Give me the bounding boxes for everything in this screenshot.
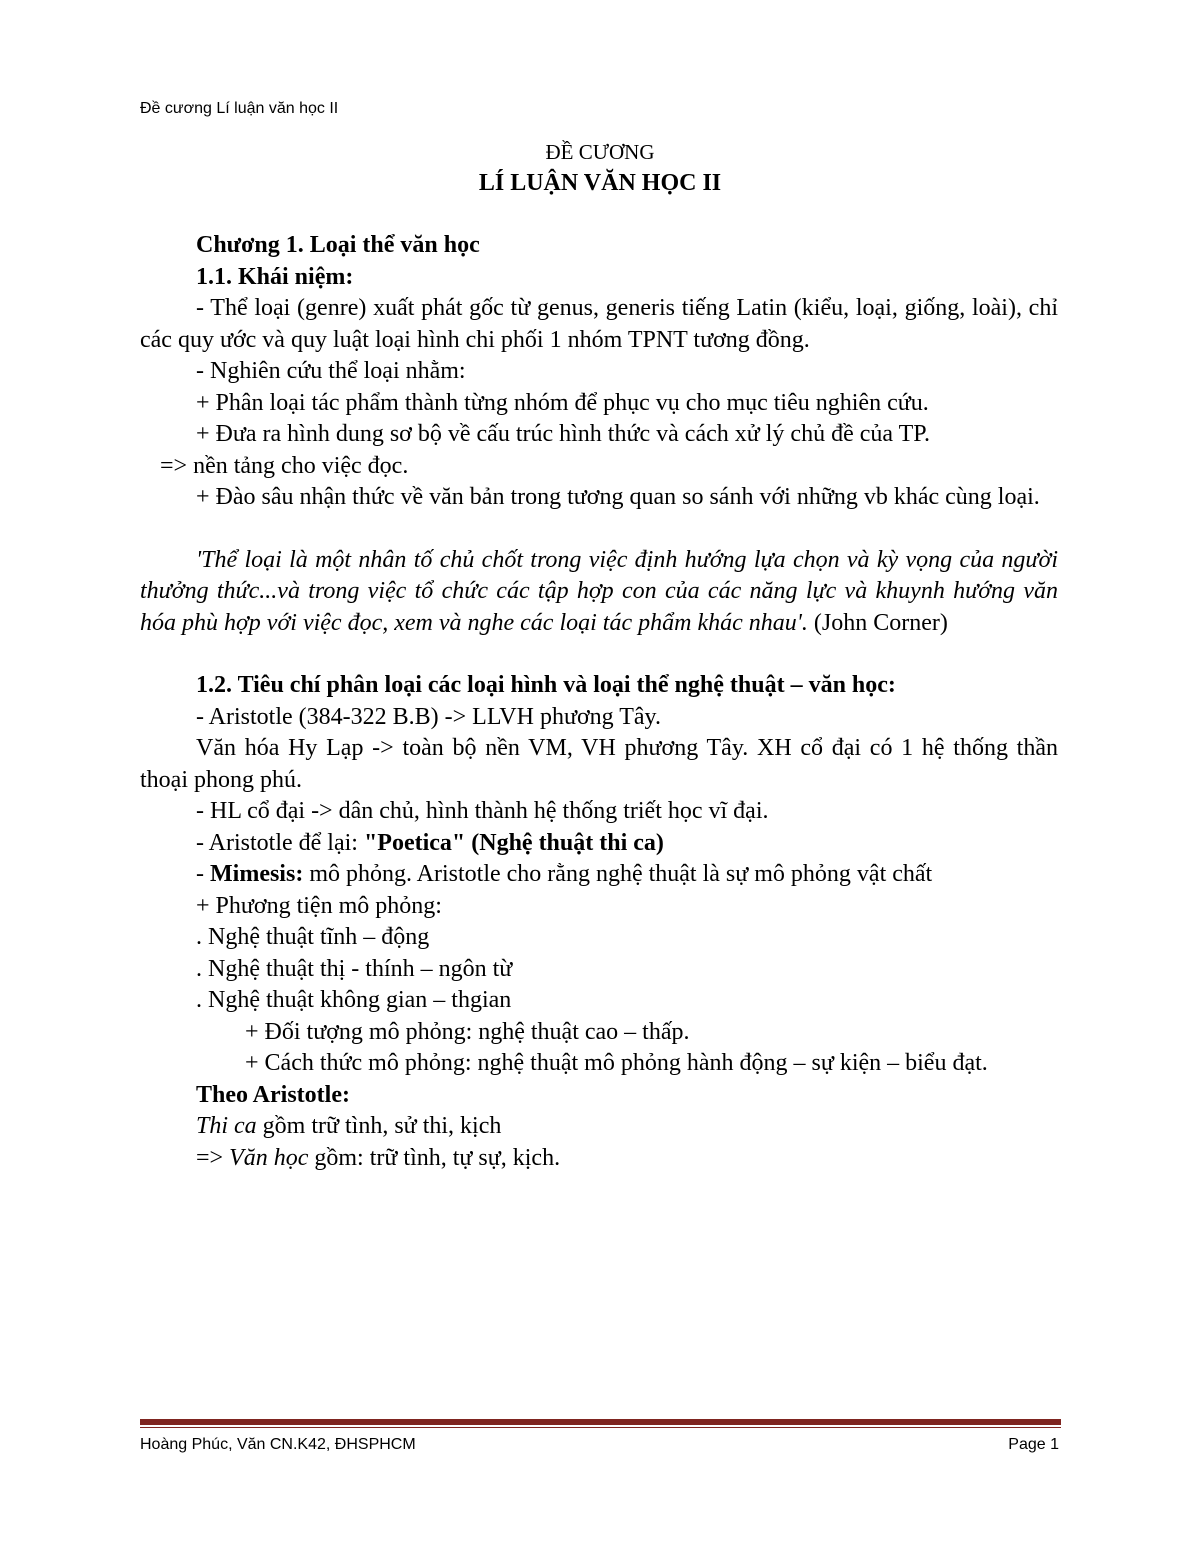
- document-body: [140, 230, 1058, 1174]
- paragraph: - Aristotle (384-322 B.B) -> LLVH phương Tây.: [196, 703, 661, 730]
- quote-author: (John Corner): [807, 609, 948, 636]
- paragraph: - Thể loại (genre) xuất phát gốc từ genus, generis tiếng Latin (kiểu, loại, giống, loài), chỉ các quy ước và quy luật loại hình chi phối 1 nhóm TPNT tương đồng.: [140, 295, 1058, 353]
- paragraph: [140, 1111, 1058, 1143]
- text-span: -: [196, 861, 210, 887]
- paragraph: + Đối tượng mô phỏng: nghệ thuật cao – thấp.: [245, 1018, 690, 1045]
- text-span: gồm: trữ tình, tự sự, kịch.: [308, 1144, 561, 1171]
- italic-span: Văn học: [229, 1144, 309, 1171]
- page-number: Page 1: [1008, 1436, 1059, 1453]
- paragraph: . Nghệ thuật không gian – thgian: [196, 987, 512, 1013]
- paragraph: [140, 828, 1058, 860]
- paragraph: - Nghiên cứu thể loại nhằm:: [196, 358, 466, 384]
- chapter-heading: Chương 1. Loại thể văn học: [196, 232, 480, 258]
- running-header: Đề cương Lí luận văn học II: [140, 100, 339, 117]
- text-span: =>: [196, 1144, 230, 1171]
- bold-span: "Poetica" (Nghệ thuật thi ca): [363, 829, 664, 856]
- paragraph: + Phân loại tác phẩm thành từng nhóm để phục vụ cho mục tiêu nghiên cứu.: [196, 389, 929, 416]
- paragraph: + Đưa ra hình dung sơ bộ về cấu trúc hình thức và cách xử lý chủ đề của TP.: [196, 421, 930, 447]
- paragraph: + Đào sâu nhận thức về văn bản trong tương quan so sánh với những vb khác cùng loại.: [196, 484, 1040, 510]
- section-heading-1-1: 1.1. Khái niệm:: [196, 263, 354, 290]
- paragraph: + Phương tiện mô phỏng:: [196, 892, 442, 919]
- paragraph: . Nghệ thuật tĩnh – động: [196, 924, 430, 950]
- footer-rule-thin: [140, 1427, 1061, 1428]
- paragraph: [140, 859, 1058, 891]
- text-span: gồm trữ tình, sử thi, kịch: [256, 1113, 502, 1139]
- title-line-2: LÍ LUẬN VĂN HỌC II: [478, 170, 722, 196]
- paragraph: + Cách thức mô phỏng: nghệ thuật mô phỏng hành động – sự kiện – biểu đạt.: [245, 1050, 988, 1076]
- quote-text: 'Thể loại là một nhân tố chủ chốt trong việc định hướng lựa chọn và kỳ vọng của người thưởng thức...và trong việc tổ chức các tập hợp con của các năng lực và khuynh hướng văn hóa phù hợp với việc đọc, xem và nghe các loại tác phẩm khác nhau'.: [140, 546, 1058, 636]
- theo-heading: Theo Aristotle:: [196, 1081, 350, 1108]
- text-span: - Aristotle để lại:: [196, 829, 364, 856]
- footer-author: Hoàng Phúc, Văn CN.K42, ĐHSPHCM: [140, 1436, 416, 1453]
- bold-span: Mimesis:: [210, 861, 304, 887]
- paragraph: . Nghệ thuật thị - thính – ngôn từ: [196, 955, 513, 982]
- title-line-1: ĐỀ CƯƠNG: [545, 140, 655, 164]
- section-heading-1-2: 1.2. Tiêu chí phân loại các loại hình và loại thể nghệ thuật – văn học:: [196, 672, 896, 698]
- footer-rule: [140, 1419, 1061, 1425]
- quote-paragraph: [140, 545, 1058, 640]
- italic-span: Thi ca: [196, 1113, 257, 1139]
- paragraph: Văn hóa Hy Lạp -> toàn bộ nền VM, VH phương Tây. XH cổ đại có 1 hệ thống thần thoại phong phú.: [140, 735, 1058, 793]
- text-span: mô phỏng. Aristotle cho rằng nghệ thuật là sự mô phỏng vật chất: [303, 861, 933, 887]
- paragraph: => nền tảng cho việc đọc.: [160, 452, 409, 479]
- paragraph: [140, 1143, 1058, 1175]
- paragraph: - HL cổ đại -> dân chủ, hình thành hệ thống triết học vĩ đại.: [196, 798, 769, 824]
